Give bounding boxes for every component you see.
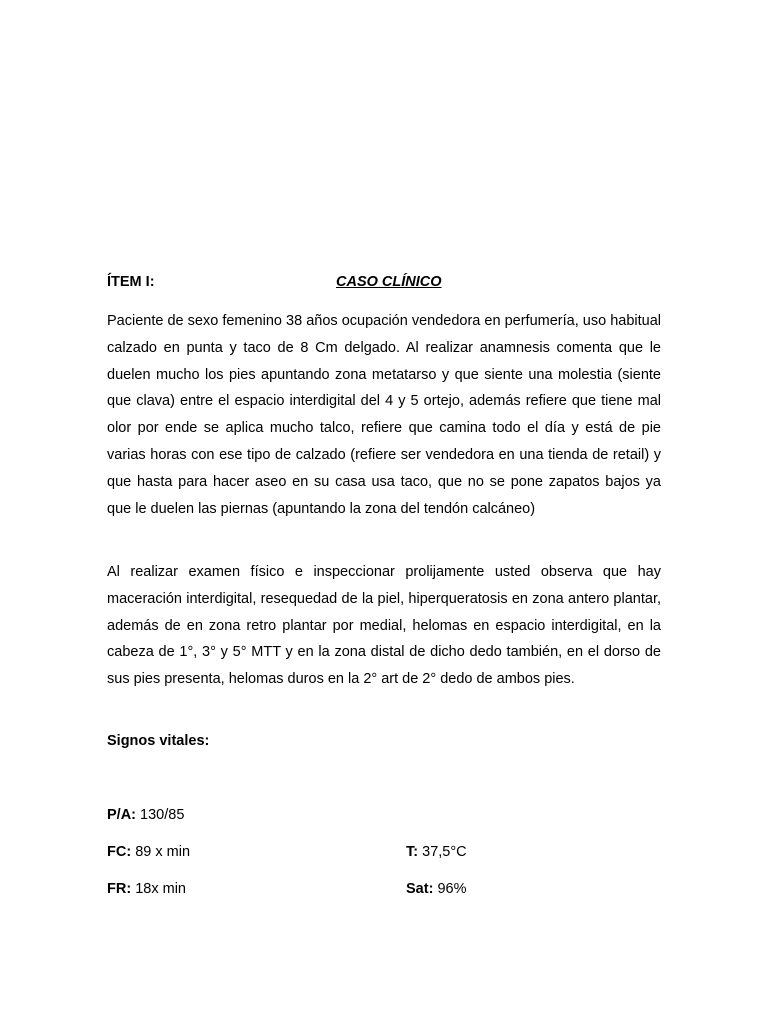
document-page (107, 0, 661, 1024)
vital-fc (107, 844, 190, 860)
heading-row (107, 274, 661, 296)
vital-fc-value: 89 x min (135, 844, 191, 860)
vital-sat (406, 881, 466, 897)
vital-t (406, 844, 467, 860)
vital-fr-label: FR: (107, 881, 132, 897)
vital-pa-value: 130/85 (140, 807, 185, 823)
vital-fr (107, 881, 186, 897)
vital-t-label: T: (406, 844, 419, 860)
vital-pa-label: P/A: (107, 807, 136, 823)
vital-t-value: 37,5°C (422, 844, 467, 860)
vital-sat-label: Sat: (406, 881, 434, 897)
vitals-heading: Signos vitales: (107, 733, 210, 749)
case-title: CASO CLÍNICO (336, 274, 442, 290)
vital-pa (107, 807, 184, 823)
case-paragraph-anamnesis: Paciente de sexo femenino 38 años ocupación vendedora en perfumería, uso habitual calzado en punta y taco de 8 Cm delgado. Al realizar anamnesis comenta que le duelen mucho los pies apuntando zona metatarso y que siente una molestia (siente que clava) entre el espacio interdigital del 4 y 5 ortejo, además refiere que tiene mal olor por ende se aplica mucho talco, refiere que camina todo el día y está de pie varias horas con ese tipo de calzado (refiere ser vendedora en una tienda de retail) y que hasta para hacer aseo en su casa usa taco, que no se pone zapatos bajos ya que le duelen las piernas (apuntando la zona del tendón calcáneo) (107, 313, 661, 517)
item-label: ÍTEM I: (107, 274, 155, 290)
vital-fr-value: 18x min (135, 881, 186, 897)
case-paragraph-exam: Al realizar examen físico e inspeccionar prolijamente usted observa que hay maceración interdigital, resequedad de la piel, hiperqueratosis en zona antero plantar, además de en zona retro plantar por medial, helomas en espacio interdigital, en la cabeza de 1°, 3° y 5° MTT y en la zona distal de dicho dedo también, en el dorso de sus pies presenta, helomas duros en la 2° art de 2° dedo de ambos pies. (107, 564, 661, 688)
vital-sat-value: 96% (437, 881, 467, 897)
vital-fc-label: FC: (107, 844, 132, 860)
